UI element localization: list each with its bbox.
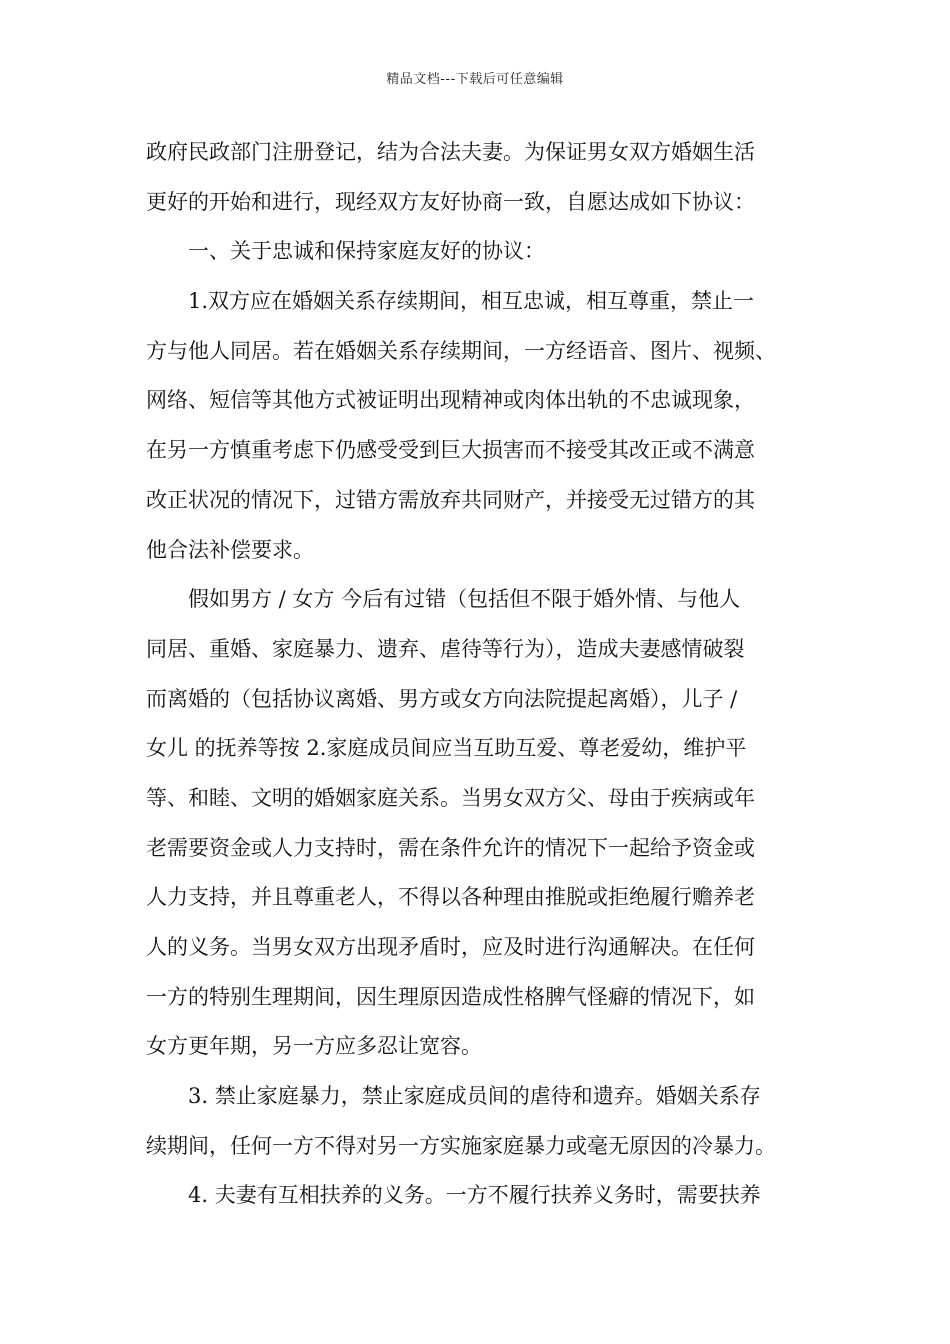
text-line: 一方的特别生理期间，因生理原因造成性格脾气怪癖的情况下，如 bbox=[146, 984, 755, 1009]
text-line: 同居、重婚、家庭暴力、遗弃、虐待等行为），造成夫妻感情破裂 bbox=[146, 636, 745, 661]
text-line: 女儿 的抚养等按 2.家庭成员间应当互助互爱、尊老爱幼，维护平 bbox=[146, 736, 747, 761]
page-header: 精品文档---下载后可任意编辑 bbox=[386, 72, 564, 87]
text-line: 人的义务。当男女双方出现矛盾时，应及时进行沟通解决。在任何 bbox=[146, 935, 755, 959]
document-body bbox=[146, 128, 822, 1221]
section-heading: 一、关于忠诚和保持家庭友好的协议： bbox=[146, 239, 545, 264]
text-line: 续期间，任何一方不得对另一方实施家庭暴力或毫无原因的冷暴力。 bbox=[146, 1133, 776, 1158]
text-line: 改正状况的情况下，过错方需放弃共同财产，并接受无过错方的其 bbox=[146, 487, 755, 512]
text-line: 等、和睦、文明的婚姻家庭关系。当男女双方父、母由于疾病或年 bbox=[146, 785, 755, 810]
text-line: 在另一方慎重考虑下仍感受受到巨大损害而不接受其改正或不满意 bbox=[146, 438, 755, 463]
text-line: 网络、短信等其他方式被证明出现精神或肉体出轨的不忠诚现象， bbox=[146, 388, 755, 413]
text-line: 女方更年期，另一方应多忍让宽容。 bbox=[146, 1034, 482, 1059]
text-line: 方与他人同居。若在婚姻关系存续期间，一方经语音、图片、视频、 bbox=[146, 338, 776, 363]
text-line: 政府民政部门注册登记，结为合法夫妻。为保证男女双方婚姻生活 bbox=[146, 140, 755, 164]
text-line: 老需要资金或人力支持时，需在条件允许的情况下一起给予资金或 bbox=[146, 835, 755, 860]
text-line: 1.双方应在婚姻关系存续期间，相互忠诚，相互尊重，禁止一 bbox=[146, 289, 755, 314]
text-line: 而离婚的（包括协议离婚、男方或女方向法院提起离婚），儿子 / bbox=[146, 686, 738, 711]
text-line: 4. 夫妻有互相扶养的义务。一方不履行扶养义务时，需要扶养 bbox=[146, 1183, 761, 1208]
text-line: 3. 禁止家庭暴力，禁止家庭成员间的虐待和遗弃。婚姻关系存 bbox=[146, 1084, 761, 1109]
text-line: 他合法补偿要求。 bbox=[146, 537, 314, 562]
text-line: 假如男方 / 女方 今后有过错（包括但不限于婚外情、与他人 bbox=[146, 587, 741, 612]
text-line: 更好的开始和进行，现经双方友好协商一致，自愿达成如下协议： bbox=[146, 189, 755, 214]
text-line: 人力支持，并且尊重老人，不得以各种理由推脱或拒绝履行赡养老 bbox=[146, 885, 755, 910]
